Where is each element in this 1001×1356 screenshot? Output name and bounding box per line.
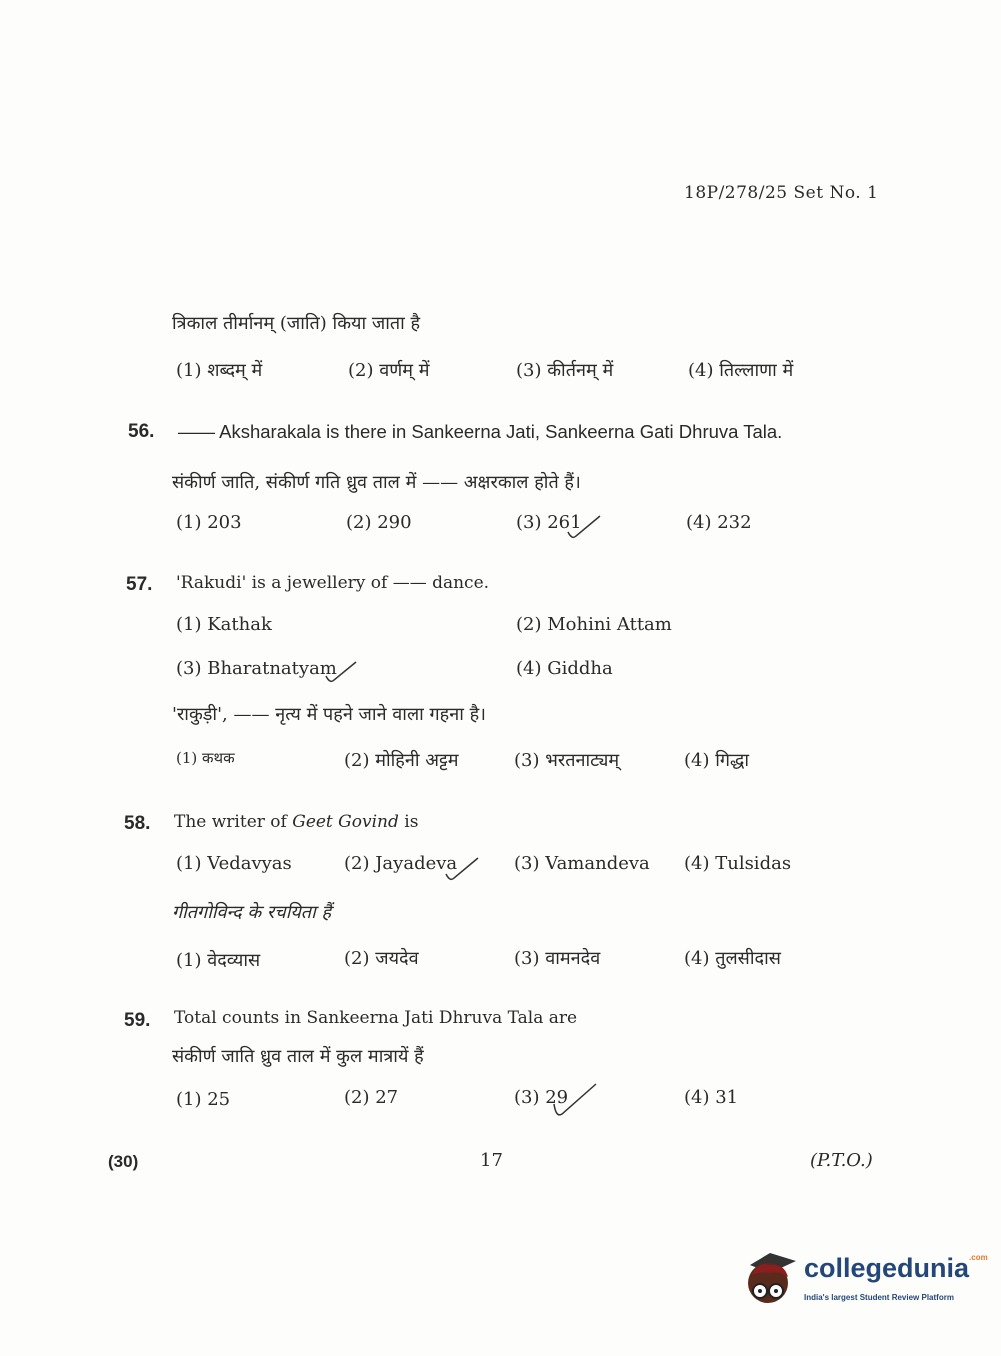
q59-answer-tick-icon: [548, 1082, 598, 1122]
q59-stem-hindi: संकीर्ण जाति ध्रुव ताल में कुल मात्रायें हैं: [172, 1046, 424, 1067]
q58-option-2: (2) Jayadeva: [344, 853, 458, 874]
q58-option-1: (1) Vedavyas: [176, 853, 292, 874]
logo-wordmark: [804, 1253, 988, 1284]
q58-stem-english: [174, 812, 418, 832]
q56-stem-english: —— Aksharakala is there in Sankeerna Jati, Sankeerna Gati Dhruva Tala.: [178, 421, 783, 442]
q56-answer-tick-icon: [566, 514, 602, 542]
q57-option-4: (4) Giddha: [516, 658, 613, 679]
page-number: 17: [480, 1150, 503, 1171]
q57-option-2-hindi: (2) मोहिनी अट्टम: [344, 750, 459, 771]
q58-option-2-hindi: (2) जयदेव: [344, 948, 419, 969]
q56-option-3: (3) 261: [516, 512, 582, 533]
q55-stem-hindi: त्रिकाल तीर्मानम् (जाति) किया जाता है: [172, 313, 421, 334]
q58-option-3: (3) Vamandeva: [514, 853, 650, 874]
q58-stem-suffix: is: [398, 812, 419, 832]
q59-option-3: (3) 29: [514, 1087, 569, 1108]
footer-code: (30): [108, 1152, 139, 1171]
q55-option-1: (1) शब्दम् में: [176, 360, 263, 381]
pto-label: (P.T.O.): [810, 1150, 873, 1171]
q56-stem-hindi: संकीर्ण जाति, संकीर्ण गति ध्रुव ताल में —— अक्षरकाल होते हैं।: [172, 472, 581, 493]
q58-number: 58.: [124, 813, 151, 834]
q58-stem-prefix: The writer of: [174, 812, 293, 832]
collegedunia-logo: [740, 1245, 988, 1317]
q57-stem-english: 'Rakudi' is a jewellery of —— dance.: [176, 573, 490, 593]
q56-number: 56.: [128, 421, 155, 442]
logo-tagline: India's largest Student Review Platform: [804, 1293, 954, 1302]
q57-stem-hindi: 'राकुड़ी', —— नृत्य में पहने जाने वाला गहना है।: [172, 704, 486, 725]
q57-number: 57.: [126, 574, 153, 595]
q57-option-3: (3) Bharatnatyam: [176, 658, 337, 679]
q56-option-4: (4) 232: [686, 512, 752, 533]
q58-option-3-hindi: (3) वामनदेव: [514, 948, 601, 969]
q59-option-2: (2) 27: [344, 1087, 399, 1108]
q56-option-1: (1) 203: [176, 512, 242, 533]
set-number-header: 18P/278/25 Set No. 1: [684, 183, 879, 203]
q58-stem-hindi: गीतगोविन्द के रचयिता हैं: [172, 902, 332, 923]
student-mascot-icon: [740, 1247, 802, 1313]
q57-option-1: (1) Kathak: [176, 614, 272, 635]
q59-option-1: (1) 25: [176, 1089, 231, 1110]
logo-name-text: collegedunia: [804, 1253, 970, 1283]
q58-option-4-hindi: (4) तुलसीदास: [684, 948, 781, 969]
q58-option-1-hindi: (1) वेदव्यास: [176, 950, 261, 971]
q59-stem-english: Total counts in Sankeerna Jati Dhruva Tala are: [174, 1008, 578, 1028]
q58-option-4: (4) Tulsidas: [684, 853, 792, 874]
q59-number: 59.: [124, 1010, 151, 1031]
q57-answer-tick-icon: [322, 660, 358, 686]
q56-option-2: (2) 290: [346, 512, 412, 533]
q57-option-2: (2) Mohini Attam: [516, 614, 672, 635]
q57-option-4-hindi: (4) गिद्धा: [684, 750, 750, 771]
q58-answer-tick-icon: [442, 856, 480, 884]
q57-option-3-hindi: (3) भरतनाट्यम्: [514, 750, 620, 771]
q57-option-1-hindi: (1) कथक: [176, 749, 235, 767]
q59-option-4: (4) 31: [684, 1087, 739, 1108]
q55-option-4: (4) तिल्लाणा में: [688, 360, 794, 381]
q58-stem-title: Geet Govind: [292, 812, 399, 832]
q55-option-2: (2) वर्णम् में: [348, 360, 430, 381]
q55-option-3: (3) कीर्तनम् में: [516, 360, 614, 381]
logo-com-suffix: .com: [969, 1253, 988, 1262]
